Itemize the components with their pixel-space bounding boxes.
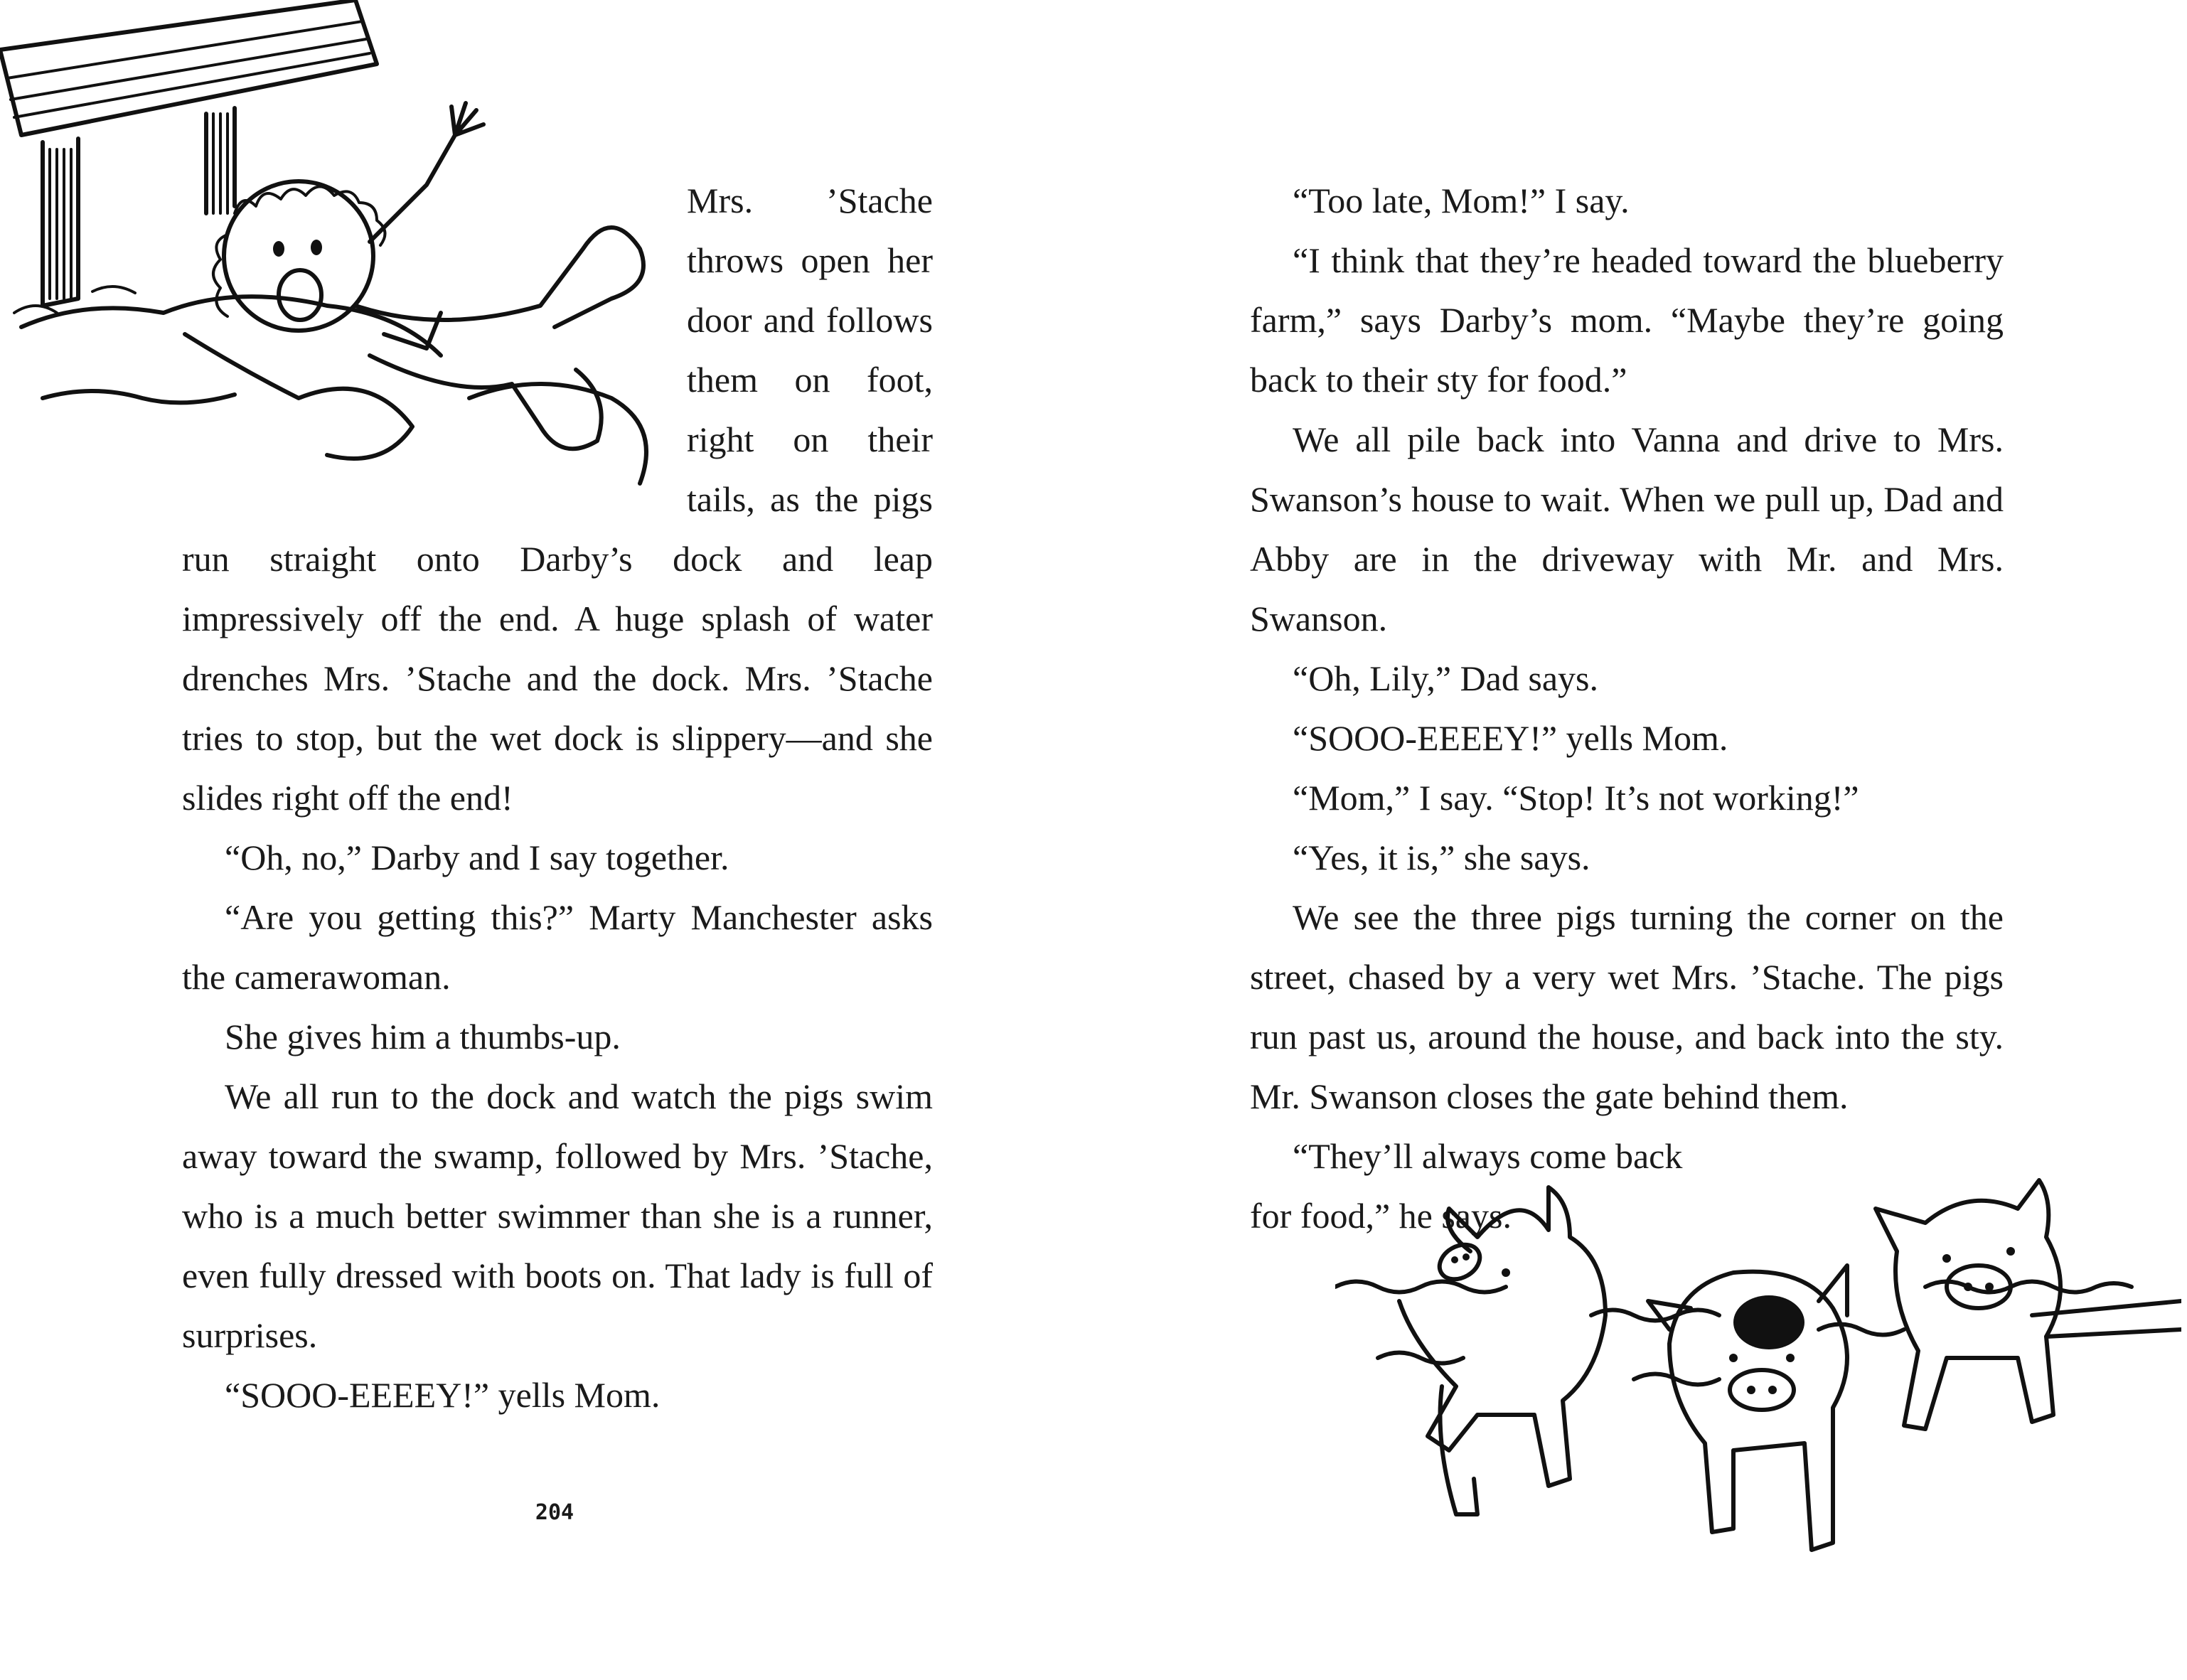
paragraph: “Mom,” I say. “Stop! It’s not working!” bbox=[1293, 778, 1859, 818]
three-pigs-swimming-illustration bbox=[1335, 1145, 2181, 1628]
pig-right-drawing bbox=[1876, 1180, 2060, 1429]
right-page bbox=[1094, 0, 2187, 1680]
paragraph: We all run to the dock and watch the pigs swim away toward the swamp, followed by Mrs. ’Stache, who is a much better swimmer than she is a runner, even fully dressed with boots on. That lady is full of surprises. bbox=[182, 1076, 933, 1355]
paragraph: We see the three pigs turning the corner on the street, chased by a very wet Mrs. ’Stache. The pigs run past us, around the house, and back into the sty. Mr. Swanson closes the gate behind them. bbox=[1250, 897, 2004, 1116]
page-number: 204 bbox=[535, 1500, 574, 1525]
left-page-text bbox=[182, 171, 933, 1425]
illustration-text-wrap bbox=[182, 171, 687, 526]
paragraph: “SOOO-EEEEY!” yells Mom. bbox=[225, 1375, 661, 1415]
paragraph: “SOOO-EEEEY!” yells Mom. bbox=[1293, 718, 1728, 758]
paragraph: “Too late, Mom!” I say. bbox=[1293, 181, 1630, 220]
paragraph: “Oh, Lily,” Dad says. bbox=[1293, 658, 1598, 698]
pig-center-drawing bbox=[1648, 1266, 1847, 1550]
paragraph: We all pile back into Vanna and drive to Mrs. Swanson’s house to wait. When we pull up, Dad and Abby are in the driveway with Mr. and Mrs. Swanson. bbox=[1250, 419, 2004, 638]
paragraph: “I think that they’re headed toward the blueberry farm,” says Darby’s mom. “Maybe they’re going back to their sty for food.” bbox=[1250, 240, 2004, 400]
paragraph: “Yes, it is,” she says. bbox=[1293, 838, 1590, 877]
paragraph: She gives him a thumbs-up. bbox=[225, 1017, 621, 1056]
right-page-text bbox=[1250, 171, 2004, 1246]
paragraph: “Oh, no,” Darby and I say together. bbox=[225, 838, 729, 877]
paragraph: “Are you getting this?” Marty Manchester asks the camerawoman. bbox=[182, 897, 933, 997]
pig-left-drawing bbox=[1399, 1187, 1605, 1514]
paragraph: “They’ll always come back for food,” he says. bbox=[1250, 1136, 1683, 1236]
paragraph: Mrs. ’Stache throws open her door and follows them on foot, right on their tails, as the pigs run straight onto Darby’s dock and leap impressively off the end. A huge splash of water drenches Mrs. ’Stache and the dock. Mrs. ’Stache tries to stop, but the wet dock is slippery—and she slides right off the end! bbox=[182, 181, 933, 818]
